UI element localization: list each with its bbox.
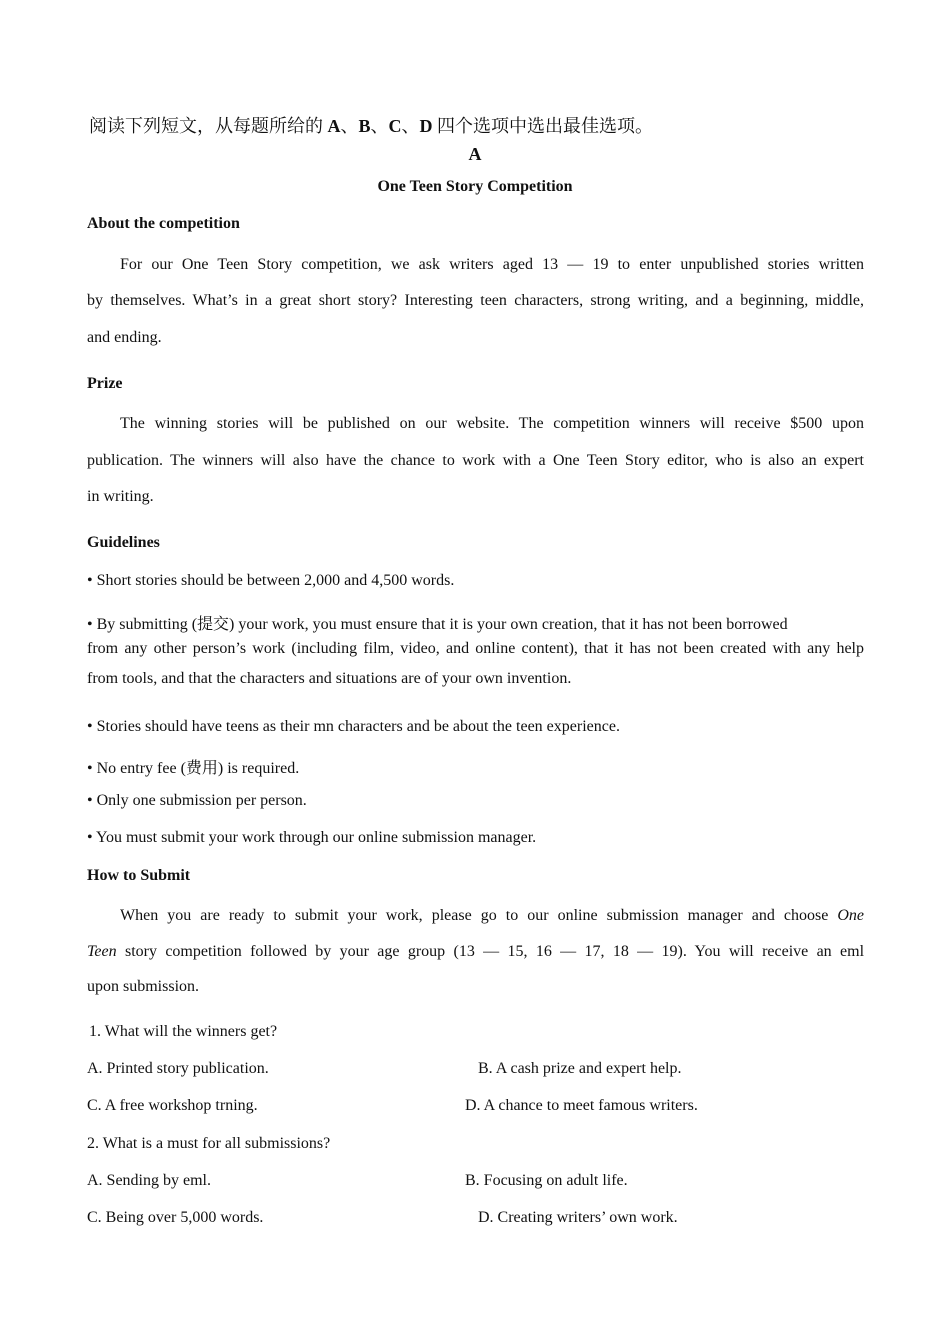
answer-option: C. A free workshop trning.	[87, 1097, 258, 1114]
separator: 、	[370, 116, 389, 136]
how-line-1-text: When you are ready to submit your work, please go to our online submission manager and choose	[120, 907, 829, 924]
how-line-2	[87, 943, 864, 961]
option-letter-c: C	[388, 116, 402, 136]
about-line-3: and ending.	[87, 329, 162, 346]
answer-option: A. Sending by eml.	[87, 1172, 211, 1189]
about-line-1: For our One Teen Story competition, we ask writers aged 13 — 19 to enter unpublished stories written	[120, 256, 864, 273]
guideline-item: • By submitting (提交) your work, you must ensure that it is your own creation, that it has not been borrowed	[87, 616, 788, 633]
option-letter-b: B	[358, 116, 371, 136]
option-letter-a: A	[327, 116, 341, 136]
instruction	[89, 112, 653, 138]
guidelines-heading: Guidelines	[87, 534, 160, 551]
instruction-post: 四个选项中选出最佳选项。	[437, 116, 654, 136]
question-stem: 2. What is a must for all submissions?	[87, 1135, 331, 1152]
guideline-item-cont: from any other person’s work (including film, video, and online content), that it has not been created with any help	[87, 640, 864, 657]
prize-line-1: The winning stories will be published on our website. The competition winners will receive $500 upon	[120, 415, 864, 432]
how-line-2-em: Teen	[87, 943, 117, 960]
how-line-2-text: story competition followed by your age group (13 — 15, 16 — 17, 18 — 19). You will receive an eml	[124, 943, 865, 960]
prize-line-3: in writing.	[87, 488, 154, 505]
answer-option: B. Focusing on adult life.	[465, 1172, 628, 1189]
guideline-item-cont: from tools, and that the characters and situations are of your own invention.	[87, 670, 572, 687]
guideline-item: • Only one submission per person.	[87, 792, 307, 809]
answer-option: D. A chance to meet famous writers.	[465, 1097, 698, 1114]
answer-option: D. Creating writers’ own work.	[478, 1209, 678, 1226]
about-heading: About the competition	[87, 215, 240, 232]
answer-option: A. Printed story publication.	[87, 1060, 269, 1077]
guideline-item: • Short stories should be between 2,000 and 4,500 words.	[87, 572, 455, 589]
page-title: One Teen Story Competition	[377, 178, 573, 195]
how-line-1	[87, 907, 864, 925]
separator: 、	[401, 116, 420, 136]
separator: 、	[340, 116, 359, 136]
prize-line-2: publication. The winners will also have the chance to work with a One Teen Story editor, who is also an expert	[87, 452, 864, 469]
how-heading: How to Submit	[87, 867, 191, 884]
question-stem: 1. What will the winners get?	[89, 1023, 278, 1040]
how-line-1-em: One	[837, 907, 864, 924]
guideline-item: • No entry fee (费用) is required.	[87, 760, 300, 777]
answer-option: B. A cash prize and expert help.	[478, 1060, 682, 1077]
about-line-2: by themselves. What’s in a great short story? Interesting teen characters, strong writing, and a beginning, middle,	[87, 292, 864, 309]
instruction-pre: 阅读下列短文，从每题所给的	[89, 116, 323, 136]
prize-heading: Prize	[87, 375, 123, 392]
answer-option: C. Being over 5,000 words.	[87, 1209, 264, 1226]
guideline-item: • Stories should have teens as their mn characters and be about the teen experience.	[87, 718, 620, 735]
guideline-item: • You must submit your work through our online submission manager.	[87, 829, 537, 846]
section-letter: A	[468, 144, 482, 164]
option-letter-d: D	[419, 116, 433, 136]
how-line-3: upon submission.	[87, 978, 200, 995]
